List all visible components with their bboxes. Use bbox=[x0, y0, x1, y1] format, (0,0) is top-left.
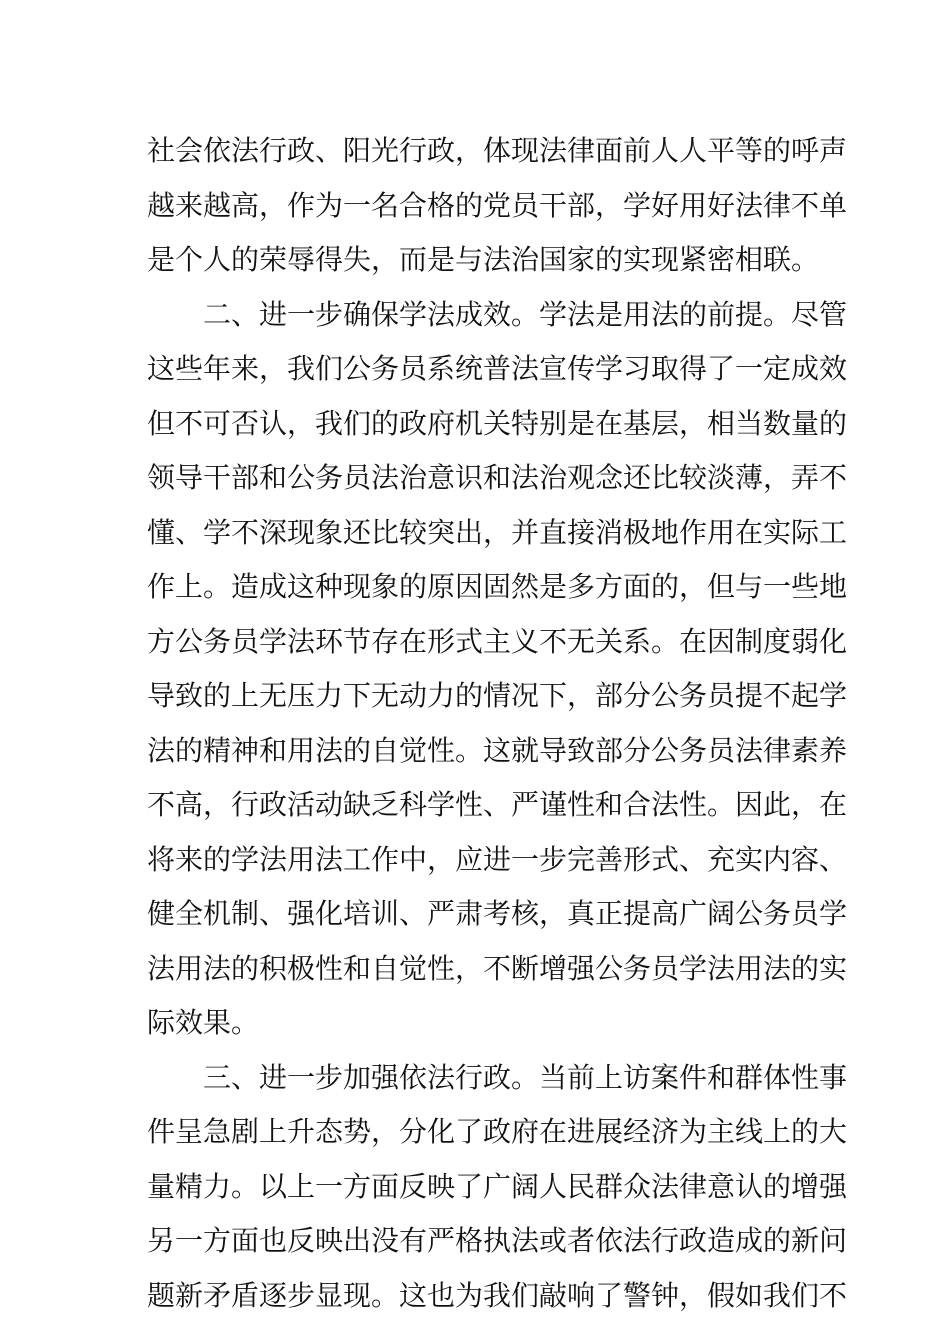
body-text bbox=[147, 124, 848, 1323]
text-line: 不高，行政活动缺乏科学性、严谨性和合法性。因此，在 bbox=[147, 788, 848, 821]
text-line: 件呈急剧上升态势，分化了政府在进展经济为主线上的大 bbox=[147, 1115, 848, 1148]
paragraph-start-line: 三、进一步加强依法行政。当前上访案件和群体性事 bbox=[203, 1060, 848, 1094]
text-line: 健全机制、强化培训、严肃考核，真正提高广阔公务员学 bbox=[147, 897, 848, 930]
text-line: 但不可否认，我们的政府机关特别是在基层，相当数量的 bbox=[147, 406, 848, 440]
text-line: 导致的上无压力下无动力的情况下，部分公务员提不起学 bbox=[147, 679, 848, 712]
text-line: 作上。造成这种现象的原因固然是多方面的，但与一些地 bbox=[147, 570, 848, 603]
text-line: 社会依法行政、阳光行政，体现法律面前人人平等的呼声 bbox=[147, 134, 848, 167]
text-line: 是个人的荣辱得失，而是与法治国家的实现紧密相联。 bbox=[147, 243, 820, 276]
text-line: 越来越高，作为一名合格的党员干部，学好用好法律不单 bbox=[147, 188, 848, 222]
text-line: 方公务员学法环节存在形式主义不无关系。在因制度弱化 bbox=[147, 624, 848, 658]
text-line: 量精力。以上一方面反映了广阔人民群众法律意认的增强 bbox=[147, 1169, 848, 1203]
text-line: 际效果。 bbox=[147, 1006, 260, 1039]
text-line: 另一方面也反映出没有严格执法或者依法行政造成的新问 bbox=[147, 1224, 848, 1257]
text-line: 懂、学不深现象还比较突出，并直接消极地作用在实际工 bbox=[147, 515, 848, 549]
text-line: 法用法的积极性和自觉性，不断增强公务员学法用法的实 bbox=[147, 951, 848, 985]
text-line: 法的精神和用法的自觉性。这就导致部分公务员法律素养 bbox=[147, 733, 848, 767]
text-line: 题新矛盾逐步显现。这也为我们敲响了警钟，假如我们不 bbox=[147, 1278, 848, 1312]
text-line: 领导干部和公务员法治意识和法治观念还比较淡薄，弄不 bbox=[147, 461, 848, 494]
text-line: 这些年来，我们公务员系统普法宣传学习取得了一定成效 bbox=[147, 352, 848, 385]
paragraph-start-line: 二、进一步确保学法成效。学法是用法的前提。尽管 bbox=[203, 297, 848, 331]
text-line: 将来的学法用法工作中，应进一步完善形式、充实内容、 bbox=[147, 842, 848, 876]
